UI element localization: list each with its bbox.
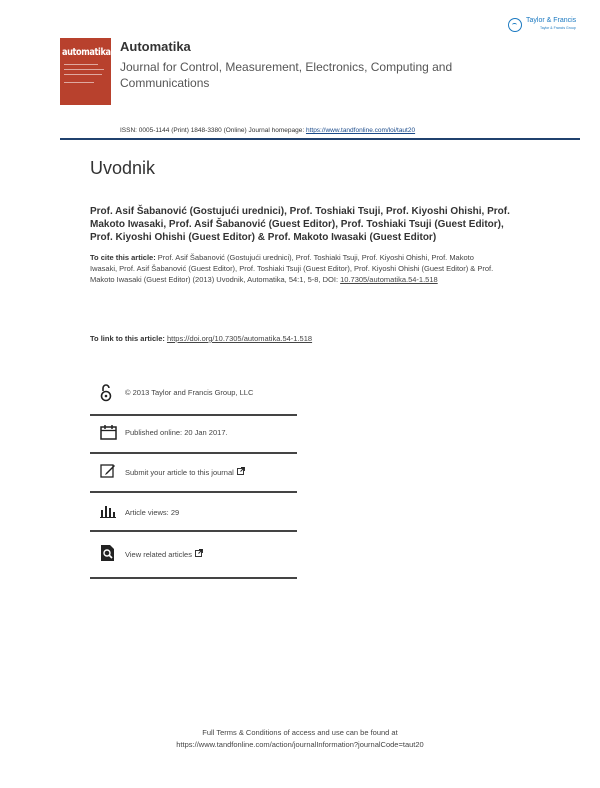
open-access-lock-icon bbox=[100, 384, 112, 402]
cover-line bbox=[64, 64, 98, 65]
publisher-logo-icon bbox=[508, 18, 522, 32]
publisher-logo bbox=[508, 16, 590, 36]
journal-subtitle: Journal for Control, Measurement, Electronics, Computing and Communications bbox=[120, 60, 453, 90]
related-search-icon bbox=[100, 544, 115, 562]
cite-label: To cite this article: bbox=[90, 253, 156, 262]
divider bbox=[90, 577, 297, 579]
header-divider bbox=[60, 138, 580, 140]
link-label: To link to this article: bbox=[90, 334, 165, 343]
article-link-line bbox=[90, 334, 312, 343]
edit-icon bbox=[100, 463, 116, 478]
footer-url[interactable]: https://www.tandfonline.com/action/journalInformation?journalCode=taut20 bbox=[176, 740, 424, 749]
journal-cover-image bbox=[60, 38, 111, 105]
calendar-icon bbox=[100, 424, 117, 440]
divider bbox=[90, 414, 297, 416]
cite-text: Prof. Asif Šabanović (Gostujući urednici), Prof. Toshiaki Tsuji, Prof. Kiyoshi Ohishi, Prof. Makoto Iwasaki, Prof. Asif Šabanović (Guest Editor), Prof. Toshiaki Tsuji (Guest Editor), Prof. Kiyoshi Ohishi (Guest Editor) & Prof. Makoto Iwasaki (Guest Editor) (2013) Uvodnik, Automatika, 54:1, 5-8, DOI: bbox=[90, 253, 494, 284]
external-link-icon bbox=[237, 467, 245, 475]
related-articles-link[interactable] bbox=[125, 549, 203, 559]
issn-line bbox=[120, 127, 415, 134]
cover-line bbox=[64, 69, 104, 70]
submit-link[interactable] bbox=[125, 467, 245, 477]
submit-label: Submit your article to this journal bbox=[125, 468, 234, 477]
cover-title: automatika bbox=[62, 47, 111, 58]
cover-line bbox=[64, 74, 102, 75]
publisher-name: Taylor & Francis bbox=[526, 17, 577, 24]
divider bbox=[90, 491, 297, 493]
divider bbox=[90, 530, 297, 532]
journal-title: Automatika bbox=[120, 39, 191, 54]
footer-terms: Full Terms & Conditions of access and use can be found at bbox=[202, 728, 398, 737]
issn-text: ISSN: 0005-1144 (Print) 1848-3380 (Online) Journal homepage: bbox=[120, 127, 306, 134]
article-doi-url[interactable]: https://doi.org/10.7305/automatika.54-1.518 bbox=[166, 334, 313, 343]
divider bbox=[90, 452, 297, 454]
cover-line bbox=[64, 82, 94, 83]
journal-homepage-link[interactable]: https://www.tandfonline.com/loi/taut20 bbox=[305, 127, 416, 134]
article-authors: Prof. Asif Šabanović (Gostujući urednici), Prof. Toshiaki Tsuji, Prof. Kiyoshi Ohishi, Prof. Makoto Iwasaki, Prof. Asif Šabanović (Guest Editor), Prof. Toshiaki Tsuji (Guest Editor), Prof. Kiyoshi Ohishi (Guest Editor) & Prof. Makoto Iwasaki (Guest Editor) bbox=[90, 206, 510, 243]
copyright-text: © 2013 Taylor and Francis Group, LLC bbox=[125, 388, 254, 397]
article-views: Article views: 29 bbox=[125, 508, 180, 517]
related-label: View related articles bbox=[125, 550, 192, 559]
bar-chart-icon bbox=[100, 504, 116, 518]
doi-link[interactable]: 10.7305/automatika.54-1.518 bbox=[340, 275, 438, 284]
external-link-icon bbox=[195, 549, 203, 557]
published-date: Published online: 20 Jan 2017. bbox=[125, 428, 228, 437]
publisher-tagline: Taylor & Francis Group bbox=[540, 26, 576, 30]
article-title: Uvodnik bbox=[90, 158, 156, 178]
citation-block bbox=[90, 252, 500, 285]
